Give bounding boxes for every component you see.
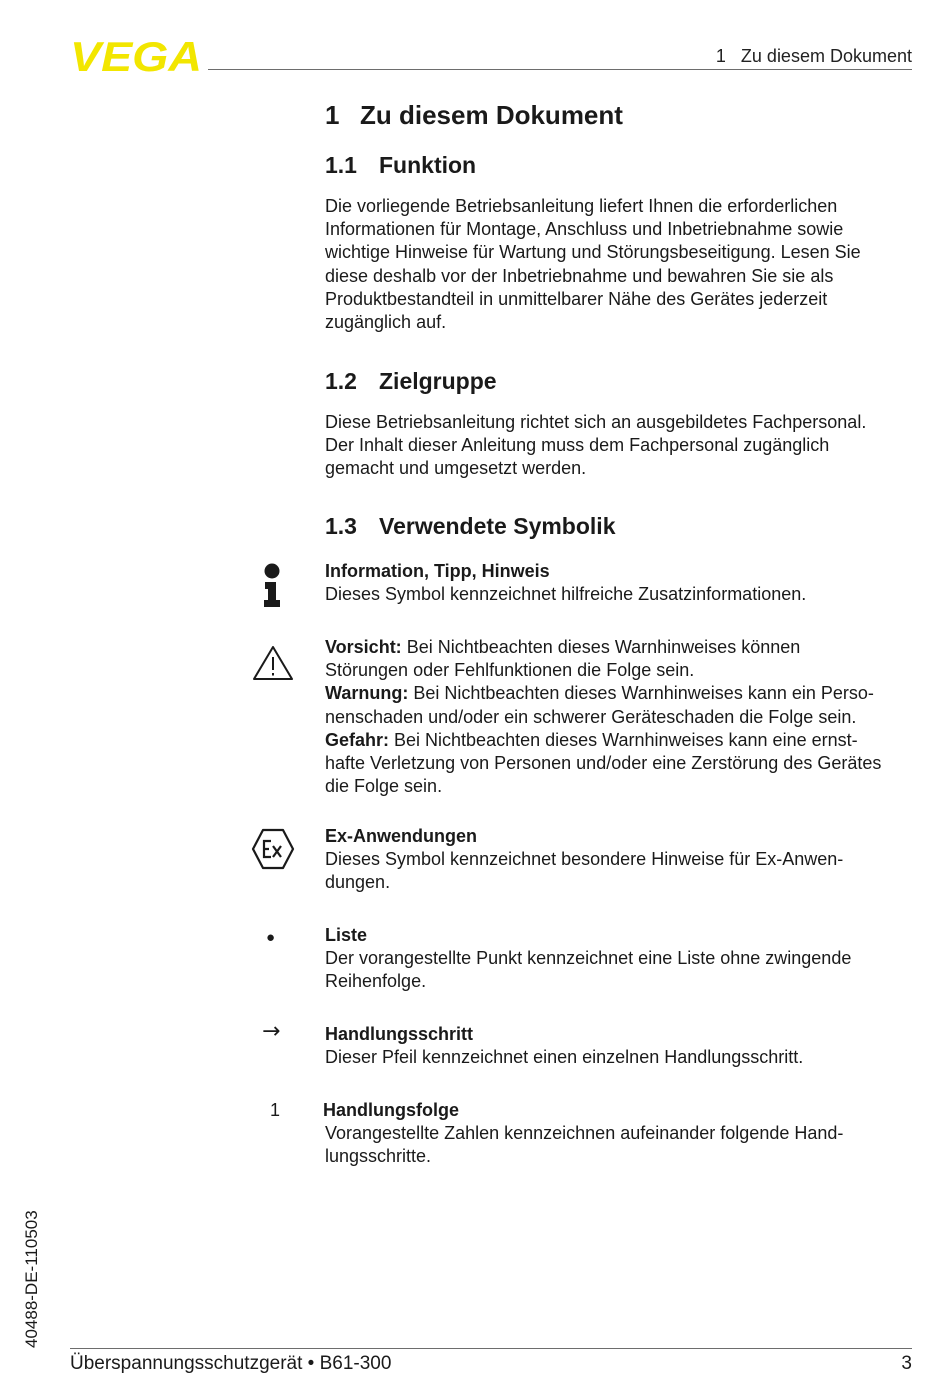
text-line: Der Inhalt dieser Anleitung muss dem Fachpersonal zugänglich — [325, 435, 830, 456]
section-number: 1.1 — [325, 152, 357, 178]
chapter-title-text: Zu diesem Dokument — [360, 100, 623, 130]
section-title: Funktion — [379, 152, 477, 178]
section-heading-zielgruppe — [325, 368, 497, 395]
text-line: Dieser Pfeil kennzeichnet einen einzelnen Handlungsschritt. — [325, 1047, 804, 1068]
footer-rule — [70, 1348, 912, 1349]
symbol-title: Handlungsschritt — [325, 1024, 474, 1044]
symbol-step — [325, 1023, 917, 1069]
text-line: die Folge sein. — [325, 776, 443, 797]
symbol-sequence — [325, 1099, 917, 1169]
text-line: Störungen oder Fehlfunktionen die Folge sein. — [325, 660, 695, 681]
text-line: hafte Verletzung von Personen und/oder eine Zerstörung des Gerätes — [325, 753, 882, 774]
text-line: Informationen für Montage, Anschluss und Inbetriebnahme sowie — [325, 219, 844, 240]
gefahr-text: Bei Nichtbeachten dieses Warnhinweises kann eine ernst- — [389, 729, 858, 750]
sequence-number: 1 — [270, 1100, 281, 1120]
text-line: gemacht und umgesetzt werden. — [325, 458, 587, 479]
symbol-list — [325, 924, 917, 994]
chapter-number: 1 — [325, 100, 340, 130]
text-line: Der vorangestellte Punkt kennzeichnet eine Liste ohne zwingende — [325, 948, 852, 969]
text-line: Vorangestellte Zahlen kennzeichnen aufeinander folgende Hand- — [325, 1123, 844, 1144]
vega-logo — [70, 40, 202, 74]
section-number: 1.3 — [325, 513, 357, 539]
symbol-info — [325, 560, 917, 606]
text-line: diese deshalb vor der Inbetriebnahme und bewahren Sie sie als — [325, 265, 834, 286]
running-head: 1 Zu diesem Dokument — [715, 46, 912, 66]
text-line: wichtige Hinweise für Wartung und Störungsbeseitigung. Lesen Sie — [325, 242, 861, 263]
funktion-paragraph — [325, 195, 915, 334]
text-line: lungsschritte. — [325, 1146, 432, 1167]
footer-product: Überspannungsschutzgerät • B61-300 — [70, 1353, 392, 1374]
section-title: Zielgruppe — [379, 368, 497, 394]
warning-triangle-icon — [252, 645, 294, 681]
text-line: nenschaden und/oder ein schwerer Geräteschaden die Folge sein. — [325, 706, 857, 727]
svg-text:VEGA: VEGA — [70, 40, 202, 74]
vorsicht-line — [325, 636, 917, 659]
page-number: 3 — [901, 1353, 912, 1374]
zielgruppe-paragraph — [325, 411, 915, 481]
symbol-text: Dieses Symbol kennzeichnet hilfreiche Zusatzinformationen. — [325, 584, 807, 605]
arrow-right-icon: → — [262, 1019, 281, 1044]
list-bullet-icon: ● — [266, 929, 276, 946]
section-title: Verwendete Symbolik — [379, 513, 616, 539]
text-line: Dieses Symbol kennzeichnet besondere Hinweise für Ex-Anwen- — [325, 849, 844, 870]
warnung-text: Bei Nichtbeachten dieses Warnhinweises kann ein Perso- — [408, 683, 874, 704]
section-heading-symbolik — [325, 513, 615, 540]
text-line: Reihenfolge. — [325, 971, 427, 992]
text-line: zugänglich auf. — [325, 312, 447, 333]
symbol-warning — [325, 636, 917, 798]
vorsicht-text: Bei Nichtbeachten dieses Warnhinweises können — [401, 637, 801, 657]
gefahr-line — [325, 729, 917, 752]
section-heading-funktion — [325, 152, 476, 179]
symbol-ex — [325, 825, 917, 895]
warnung-line — [325, 682, 917, 705]
text-line: Diese Betriebsanleitung richtet sich an ausgebildetes Fachpersonal. — [325, 412, 867, 432]
chapter-title — [325, 100, 623, 131]
symbol-title: Information, Tipp, Hinweis — [325, 561, 550, 581]
gefahr-label: Gefahr: — [325, 729, 390, 750]
symbol-title: Handlungsfolge — [323, 1100, 459, 1120]
document-id: 40488-DE-110503 — [22, 1210, 41, 1348]
text-line: dungen. — [325, 872, 391, 893]
ex-hexagon-icon — [251, 828, 295, 870]
symbol-title: Ex-Anwendungen — [325, 826, 477, 846]
info-icon — [262, 563, 282, 608]
vorsicht-label: Vorsicht: — [325, 637, 402, 657]
text-line: Produktbestandteil in unmittelbarer Nähe des Gerätes jederzeit — [325, 288, 828, 309]
section-number: 1.2 — [325, 368, 357, 394]
warnung-label: Warnung: — [325, 683, 409, 704]
text-line: Die vorliegende Betriebsanleitung liefert Ihnen die erforderlichen — [325, 196, 838, 216]
symbol-title: Liste — [325, 925, 368, 945]
header-rule — [208, 69, 912, 70]
